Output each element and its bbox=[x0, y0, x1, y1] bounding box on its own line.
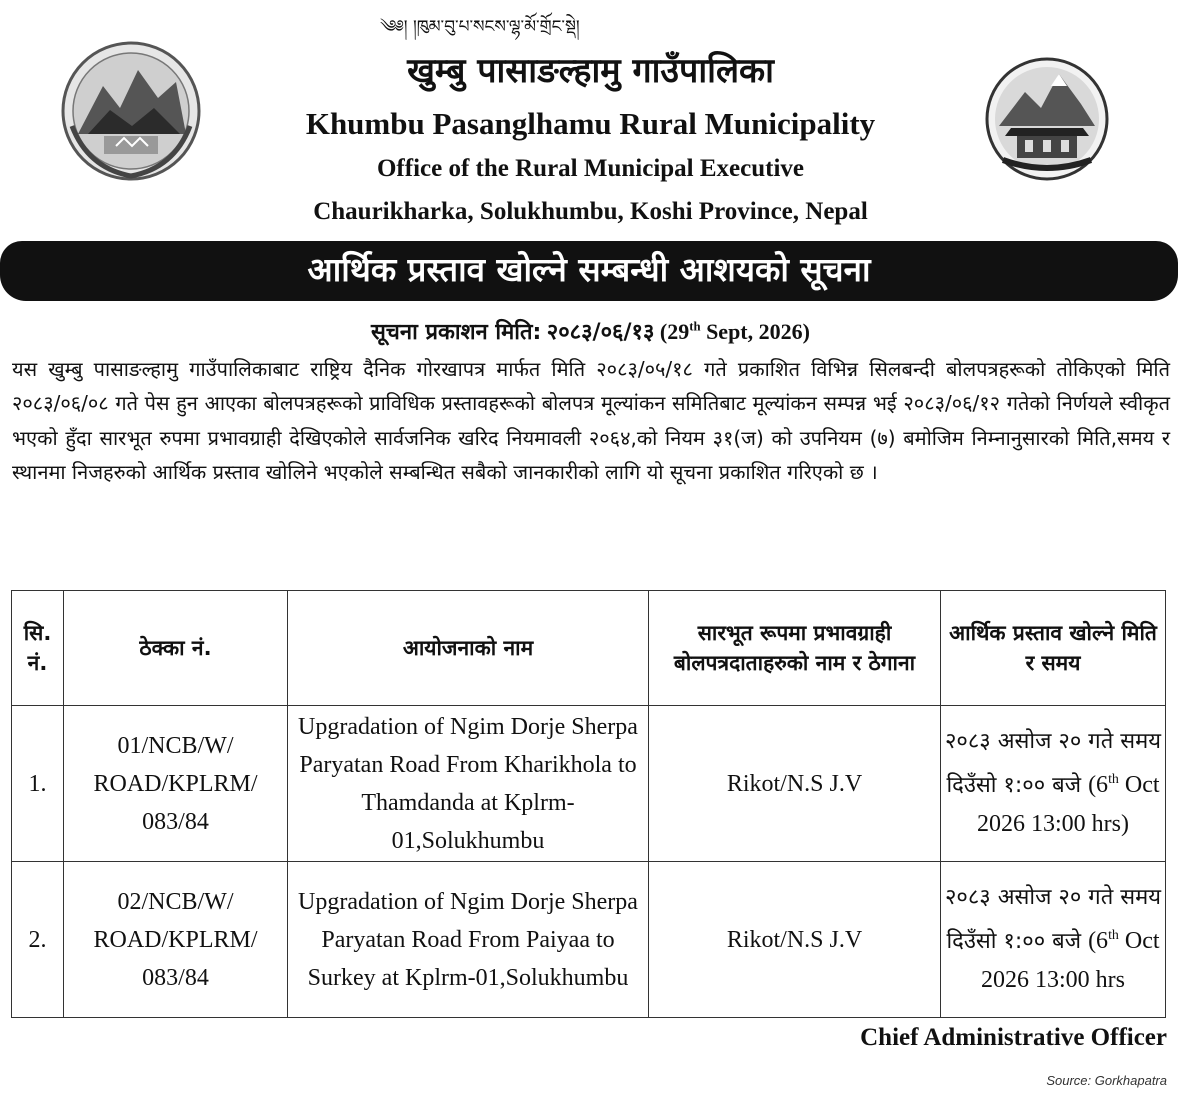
cell-opening-date-time: २०८३ असोज २० गते समय दिउँसो १:०० बजे (6th Oct 2026 13:00 hrs bbox=[941, 862, 1166, 1018]
office-name: Office of the Rural Municipal Executive bbox=[376, 155, 804, 182]
cell-contract-number: 01/NCB/W/ ROAD/KPLRM/ 083/84 bbox=[64, 706, 288, 862]
financial-proposal-table bbox=[11, 590, 1166, 1018]
header-serial-number: सि. नं. bbox=[12, 591, 64, 706]
table-header-row bbox=[12, 591, 1166, 706]
municipality-name-nepali: खुम्बु पासाङल्हामु गाउँपालिका bbox=[407, 51, 774, 91]
header-contract-number: ठेक्का नं. bbox=[64, 591, 288, 706]
notice-body-paragraph: यस खुम्बु पासाङल्हामु गाउँपालिकाबाट राष्ट्रिय दैनिक गोरखापत्र मार्फत मिति २०८३/०५/१८ गते प्रकाशित विभिन्न सिलबन्दी बोलपत्रहरूको तोकिएको मिति २०८३/०६/०८ गते पेस हुन आएका बोलपत्रहरूको प्राविधिक प्रस्तावहरूको बोलपत्र मूल्यांकन समितिबाट मूल्यांकन सम्पन्न भई २०८३/०६/१२ गतेको निर्णयले स्वीकृत भएको हुँदा सारभूत रुपमा प्रभावग्राही देखिएकोले सार्वजनिक खरिद नियमावली २०६४,को नियम ३१(ज) को उपनियम (७) बमोजिम निम्नानुसारको मिति,समय र स्थानमा निजहरुको आर्थिक प्रस्ताव खोलिने भएकोले सम्बन्धित सबैको जानकारीको लागि यो सूचना प्रकाशित गरिएको छ । bbox=[12, 357, 1170, 485]
table-row bbox=[12, 706, 1166, 862]
cell-serial-number: 2. bbox=[12, 862, 64, 1018]
publication-date-label: सूचना प्रकाशन मिति: bbox=[371, 320, 542, 345]
cell-opening-date-time: २०८३ असोज २० गते समय दिउँसो १:०० बजे (6th Oct 2026 13:00 hrs) bbox=[941, 706, 1166, 862]
cell-project-name: Upgradation of Ngim Dorje Sherpa Paryatan Road From Kharikhola to Thamdanda at Kplrm-01,Solukhumbu bbox=[288, 706, 649, 862]
notice-title-banner: आर्थिक प्रस्ताव खोल्ने सम्बन्धी आशयको सूचना bbox=[0, 241, 1178, 301]
publication-date-en: (29th Sept, 2026) bbox=[659, 319, 810, 344]
publication-date-bs: २०८३/०६/१३ bbox=[546, 320, 655, 345]
cell-project-name: Upgradation of Ngim Dorje Sherpa Paryatan Road From Paiyaa to Surkey at Kplrm-01,Solukhumbu bbox=[288, 862, 649, 1018]
signatory-title: Chief Administrative Officer bbox=[860, 1024, 1167, 1051]
cell-bidder: Rikot/N.S J.V bbox=[649, 862, 941, 1018]
header-opening-date-time: आर्थिक प्रस्ताव खोल्ने मिति र समय bbox=[941, 591, 1166, 706]
table-row bbox=[12, 862, 1166, 1018]
municipality-name-english: Khumbu Pasanglhamu Rural Municipality bbox=[305, 106, 876, 141]
source-credit: Source: Gorkhapatra bbox=[1046, 1073, 1167, 1088]
office-address: Chaurikharka, Solukhumbu, Koshi Province, Nepal bbox=[313, 198, 868, 225]
municipality-logo-icon bbox=[985, 56, 1109, 182]
header-project-name: आयोजनाको नाम bbox=[288, 591, 649, 706]
cell-contract-number: 02/NCB/W/ ROAD/KPLRM/ 083/84 bbox=[64, 862, 288, 1018]
cell-bidder: Rikot/N.S J.V bbox=[649, 706, 941, 862]
publication-date bbox=[0, 316, 1181, 346]
tibetan-script-line: ༄༅། །ཁུམ་བུ་པ་སངས་ལྷ་མོ་གྲོང་སྡེ། bbox=[380, 17, 580, 37]
header-bidder-name-address: सारभूत रूपमा प्रभावग्राही बोलपत्रदाताहरुको नाम र ठेगाना bbox=[649, 591, 941, 706]
cell-serial-number: 1. bbox=[12, 706, 64, 862]
